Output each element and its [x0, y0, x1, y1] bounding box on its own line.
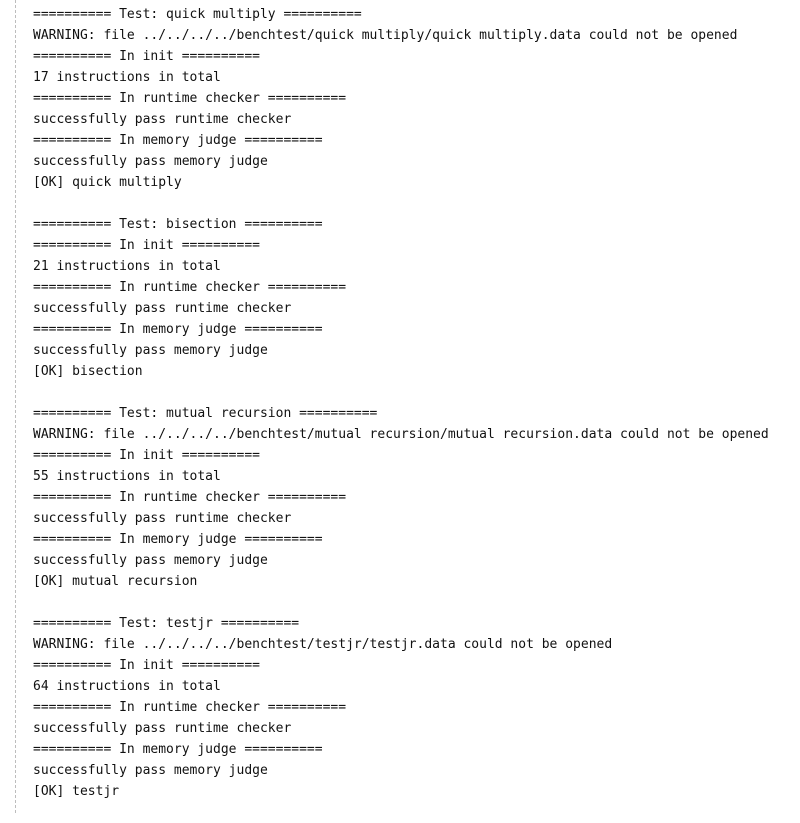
- output-line: successfully pass runtime checker: [33, 112, 292, 127]
- output-line: ========== In runtime checker ==========: [33, 490, 347, 505]
- output-line: successfully pass memory judge: [33, 343, 268, 358]
- output-line: ========== Test: quick multiply ==========: [33, 7, 362, 22]
- test-output-block: [33, 4, 769, 193]
- output-line: ========== In init ==========: [33, 658, 260, 673]
- output-line: successfully pass runtime checker: [33, 301, 292, 316]
- output-line: 55 instructions in total: [33, 469, 221, 484]
- output-line: successfully pass memory judge: [33, 763, 268, 778]
- output-line: WARNING: file ../../../../benchtest/testjr/testjr.data could not be opened: [33, 637, 613, 652]
- output-line: successfully pass memory judge: [33, 154, 268, 169]
- output-line: successfully pass runtime checker: [33, 511, 292, 526]
- output-line: 17 instructions in total: [33, 70, 221, 85]
- output-line: [OK] bisection: [33, 364, 143, 379]
- output-line: ========== In runtime checker ==========: [33, 91, 347, 106]
- output-line: ========== In init ==========: [33, 238, 260, 253]
- output-line: ========== Test: testjr ==========: [33, 616, 300, 631]
- test-output-block: [33, 403, 769, 592]
- output-line: 64 instructions in total: [33, 679, 221, 694]
- output-line: ========== In runtime checker ==========: [33, 280, 347, 295]
- output-line: [OK] quick multiply: [33, 175, 182, 190]
- output-line: ========== In memory judge ==========: [33, 532, 323, 547]
- output-line: ========== In init ==========: [33, 49, 260, 64]
- output-line: ========== In init ==========: [33, 448, 260, 463]
- output-line: [OK] mutual recursion: [33, 574, 198, 589]
- output-line: [OK] testjr: [33, 784, 120, 799]
- output-line: ========== In memory judge ==========: [33, 742, 323, 757]
- output-line: 21 instructions in total: [33, 259, 221, 274]
- output-line: WARNING: file ../../../../benchtest/mutual recursion/mutual recursion.data could not be opened: [33, 427, 769, 442]
- output-line: ========== In memory judge ==========: [33, 322, 323, 337]
- output-line: successfully pass runtime checker: [33, 721, 292, 736]
- terminal-output: [33, 4, 769, 823]
- output-line: ========== Test: bisection ==========: [33, 217, 323, 232]
- gutter-guide-line: [15, 0, 16, 813]
- test-output-block: [33, 214, 769, 382]
- output-line: ========== In memory judge ==========: [33, 133, 323, 148]
- output-line: ========== In runtime checker ==========: [33, 700, 347, 715]
- output-line: ========== Test: mutual recursion ==========: [33, 406, 378, 421]
- test-output-block: [33, 613, 769, 802]
- output-line: WARNING: file ../../../../benchtest/quick multiply/quick multiply.data could not be opened: [33, 28, 738, 43]
- output-line: successfully pass memory judge: [33, 553, 268, 568]
